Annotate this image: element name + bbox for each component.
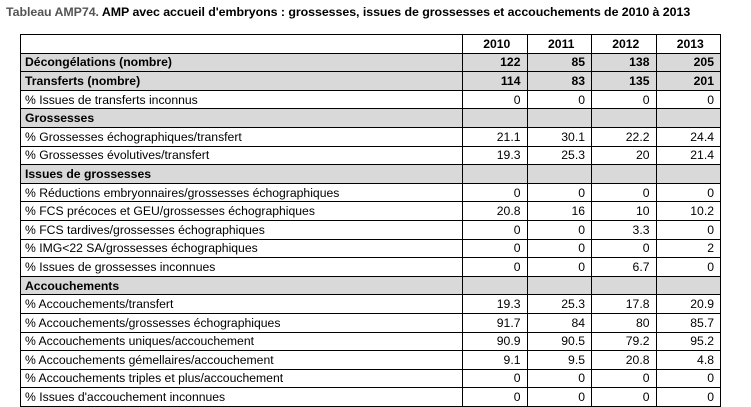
table-row <box>21 351 721 370</box>
table-number: Tableau AMP74. <box>6 5 99 19</box>
cell-value: 0 <box>527 239 592 258</box>
cell-value: 80 <box>592 313 657 332</box>
cell-value: 0 <box>463 90 528 109</box>
cell-value: 90.5 <box>527 332 592 351</box>
cell-value: 138 <box>592 53 657 72</box>
cell-value: 201 <box>656 72 721 91</box>
row-label: % IMG<22 SA/grossesses échographiques <box>21 239 463 258</box>
header-row <box>21 35 721 54</box>
cell-value: 0 <box>592 239 657 258</box>
cell-value: 17.8 <box>592 295 657 314</box>
cell-value: 0 <box>656 369 721 388</box>
cell-value: 21.4 <box>656 146 721 165</box>
section-row <box>21 165 721 184</box>
cell-value: 0 <box>463 388 528 407</box>
row-label: % FCS précoces et GEU/grossesses échographiques <box>21 202 463 221</box>
cell-value: 19.3 <box>463 146 528 165</box>
table-row <box>21 369 721 388</box>
cell-value <box>592 109 657 128</box>
cell-value: 25.3 <box>527 295 592 314</box>
row-label: % Issues de transferts inconnus <box>21 90 463 109</box>
cell-value: 91.7 <box>463 313 528 332</box>
row-label: % Réductions embryonnaires/grossesses échographiques <box>21 183 463 202</box>
row-label: % Accouchements/grossesses échographiques <box>21 313 463 332</box>
cell-value: 0 <box>656 183 721 202</box>
cell-value: 0 <box>463 369 528 388</box>
cell-value <box>656 165 721 184</box>
cell-value: 84 <box>527 313 592 332</box>
cell-value: 10 <box>592 202 657 221</box>
year-header: 2011 <box>527 35 592 54</box>
cell-value: 2 <box>656 239 721 258</box>
cell-value <box>527 109 592 128</box>
cell-value: 122 <box>463 53 528 72</box>
table-title: AMP avec accueil d'embryons : grossesses, issues de grossesses et accouchements de 2010 à 2013 <box>98 5 691 19</box>
cell-value: 0 <box>592 369 657 388</box>
header-empty-cell <box>21 35 463 54</box>
cell-value: 0 <box>463 183 528 202</box>
cell-value <box>463 165 528 184</box>
cell-value <box>592 165 657 184</box>
table-row <box>21 332 721 351</box>
section-label: Accouchements <box>21 276 463 295</box>
table-row <box>21 53 721 72</box>
cell-value <box>656 276 721 295</box>
cell-value: 0 <box>527 220 592 239</box>
row-label: % Grossesses échographiques/transfert <box>21 127 463 146</box>
cell-value: 16 <box>527 202 592 221</box>
table-row <box>21 313 721 332</box>
embryo-reception-table <box>20 34 721 407</box>
section-row <box>21 276 721 295</box>
cell-value: 0 <box>527 388 592 407</box>
row-label: % Accouchements/transfert <box>21 295 463 314</box>
row-label: Transferts (nombre) <box>21 72 463 91</box>
cell-value: 90.9 <box>463 332 528 351</box>
row-label: % Issues d'accouchement inconnues <box>21 388 463 407</box>
cell-value: 3.3 <box>592 220 657 239</box>
row-label: % Issues de grossesses inconnues <box>21 258 463 277</box>
table-row <box>21 388 721 407</box>
section-label: Grossesses <box>21 109 463 128</box>
table-caption <box>6 5 690 19</box>
cell-value: 30.1 <box>527 127 592 146</box>
cell-value: 9.5 <box>527 351 592 370</box>
cell-value: 0 <box>527 258 592 277</box>
cell-value: 10.2 <box>656 202 721 221</box>
year-header: 2012 <box>592 35 657 54</box>
row-label: % Accouchements gémellaires/accouchement <box>21 351 463 370</box>
cell-value: 0 <box>527 369 592 388</box>
row-label: % Grossesses évolutives/transfert <box>21 146 463 165</box>
cell-value: 9.1 <box>463 351 528 370</box>
cell-value: 20.9 <box>656 295 721 314</box>
cell-value <box>463 276 528 295</box>
table-row <box>21 239 721 258</box>
cell-value: 205 <box>656 53 721 72</box>
cell-value: 20.8 <box>592 351 657 370</box>
row-label: % FCS tardives/grossesses échographiques <box>21 220 463 239</box>
table-row <box>21 127 721 146</box>
cell-value: 4.8 <box>656 351 721 370</box>
cell-value: 0 <box>592 90 657 109</box>
cell-value <box>463 109 528 128</box>
cell-value: 6.7 <box>592 258 657 277</box>
cell-value: 0 <box>656 388 721 407</box>
cell-value: 25.3 <box>527 146 592 165</box>
cell-value: 0 <box>656 220 721 239</box>
table-row <box>21 295 721 314</box>
row-label: Décongélations (nombre) <box>21 53 463 72</box>
cell-value: 135 <box>592 72 657 91</box>
cell-value: 22.2 <box>592 127 657 146</box>
cell-value <box>656 109 721 128</box>
cell-value: 0 <box>463 239 528 258</box>
table-row <box>21 72 721 91</box>
year-header: 2013 <box>656 35 721 54</box>
row-label: % Accouchements uniques/accouchement <box>21 332 463 351</box>
cell-value: 0 <box>592 388 657 407</box>
table-row <box>21 90 721 109</box>
table-row <box>21 146 721 165</box>
cell-value: 0 <box>592 183 657 202</box>
cell-value: 24.4 <box>656 127 721 146</box>
table-row <box>21 258 721 277</box>
table-row <box>21 183 721 202</box>
cell-value <box>527 276 592 295</box>
table-row <box>21 202 721 221</box>
cell-value <box>592 276 657 295</box>
cell-value: 83 <box>527 72 592 91</box>
row-label: % Accouchements triples et plus/accouchement <box>21 369 463 388</box>
cell-value <box>527 165 592 184</box>
cell-value: 95.2 <box>656 332 721 351</box>
cell-value: 21.1 <box>463 127 528 146</box>
cell-value: 19.3 <box>463 295 528 314</box>
cell-value: 85.7 <box>656 313 721 332</box>
cell-value: 0 <box>527 183 592 202</box>
table-row <box>21 220 721 239</box>
cell-value: 0 <box>527 90 592 109</box>
cell-value: 79.2 <box>592 332 657 351</box>
cell-value: 0 <box>463 220 528 239</box>
section-label: Issues de grossesses <box>21 165 463 184</box>
cell-value: 20 <box>592 146 657 165</box>
cell-value: 0 <box>656 258 721 277</box>
cell-value: 114 <box>463 72 528 91</box>
cell-value: 20.8 <box>463 202 528 221</box>
year-header: 2010 <box>463 35 528 54</box>
cell-value: 0 <box>656 90 721 109</box>
cell-value: 85 <box>527 53 592 72</box>
section-row <box>21 109 721 128</box>
cell-value: 0 <box>463 258 528 277</box>
